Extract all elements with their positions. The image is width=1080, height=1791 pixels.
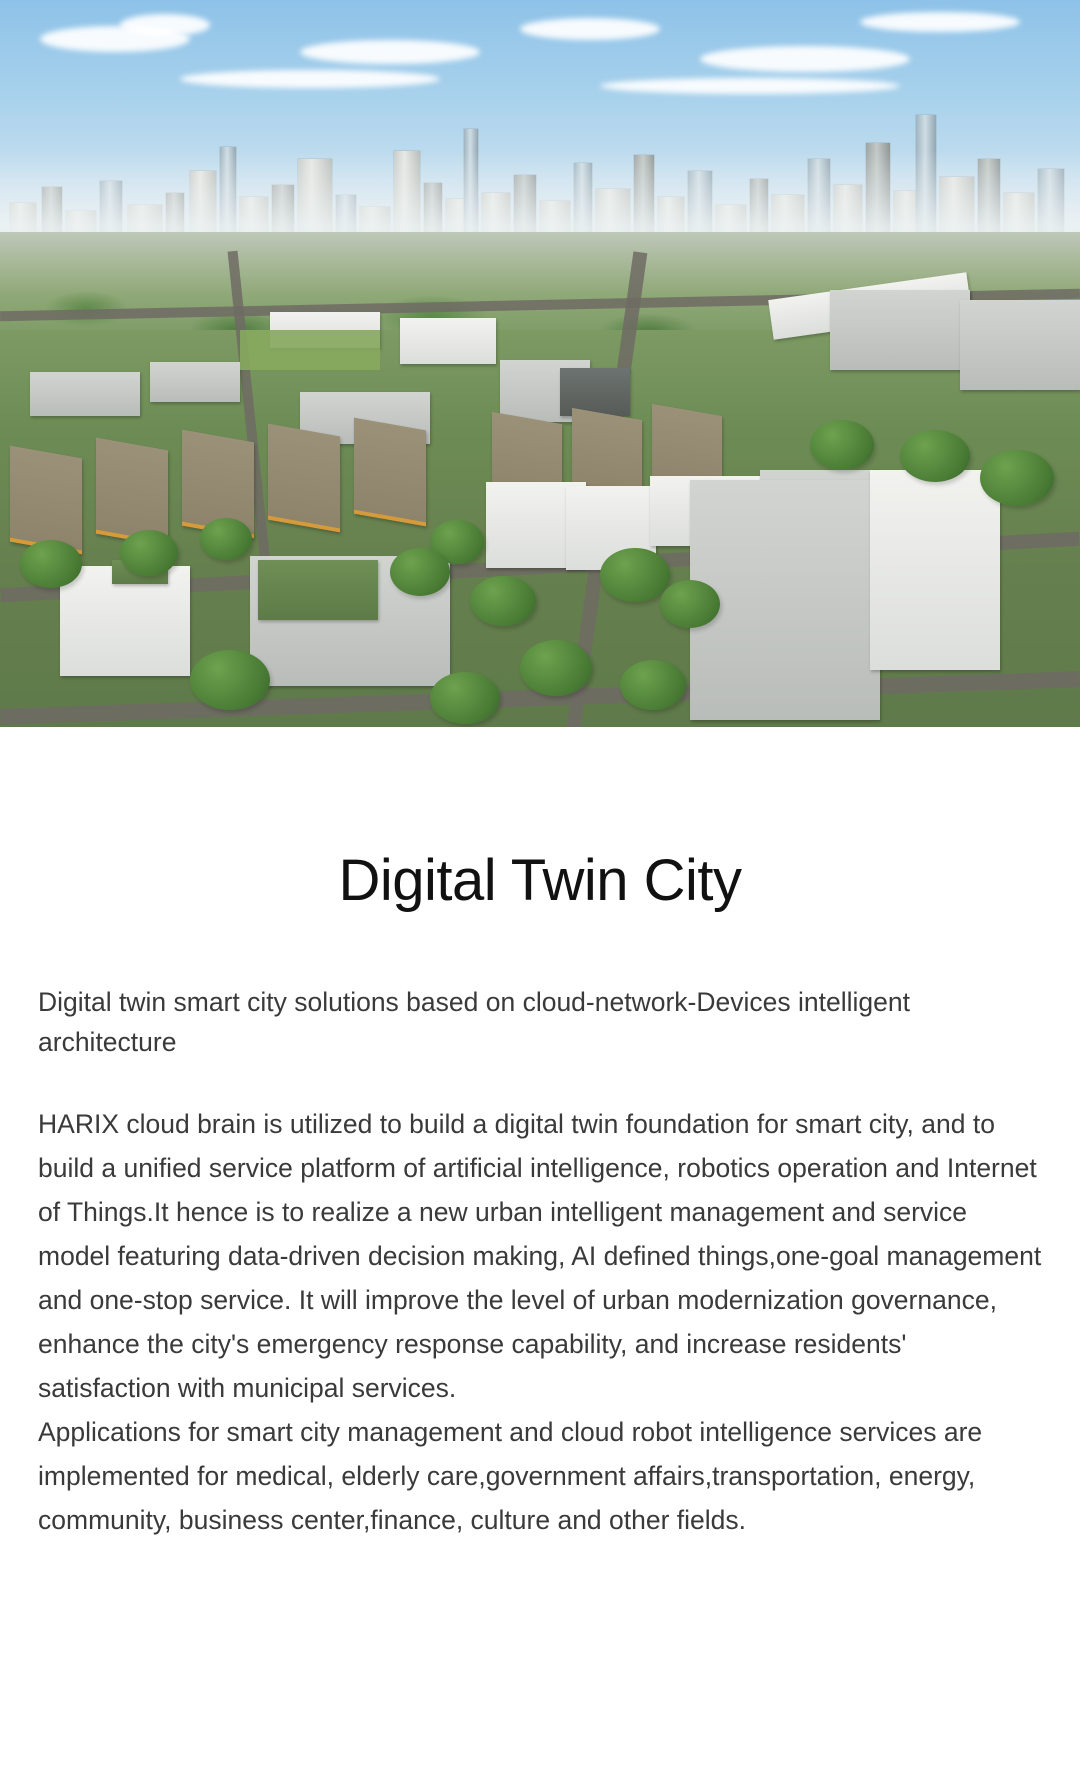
cloud-shape xyxy=(600,78,900,94)
tree xyxy=(980,450,1054,506)
tree xyxy=(520,640,592,696)
hero-image xyxy=(0,0,1080,727)
page-title: Digital Twin City xyxy=(338,848,742,913)
cloud-shape xyxy=(520,18,660,40)
tree xyxy=(900,430,970,482)
article-lead: Digital twin smart city solutions based on cloud-network-Devices intelligent architecture xyxy=(38,987,910,1057)
tree xyxy=(600,548,670,602)
cloud-shape xyxy=(180,70,440,88)
tree xyxy=(190,650,270,710)
tree xyxy=(470,576,536,626)
tree xyxy=(620,660,686,710)
article-content xyxy=(0,847,1080,1542)
cloud-shape xyxy=(860,12,1020,32)
building-block xyxy=(30,372,140,416)
tree xyxy=(390,548,450,596)
building-block xyxy=(960,300,1080,390)
tower-building xyxy=(870,470,1000,670)
tree xyxy=(20,540,82,588)
tree xyxy=(430,672,500,724)
building-block xyxy=(830,290,970,370)
warehouse xyxy=(268,424,340,533)
article-paragraph-2: Applications for smart city management and cloud robot intelligence services are implemented for medical, elderly care,government affairs,transportation, energy, community, business center,finance, culture and other fields. xyxy=(38,1417,983,1535)
tree xyxy=(810,420,874,470)
tree xyxy=(200,518,252,560)
cloud-shape xyxy=(120,14,210,36)
cloud-shape xyxy=(700,46,910,72)
tree xyxy=(120,530,178,576)
warehouse xyxy=(10,446,82,555)
roof-garden xyxy=(258,560,378,620)
warehouse xyxy=(354,418,426,527)
article-paragraph-1: HARIX cloud brain is utilized to build a digital twin foundation for smart city, and to build a unified service platform of artificial intelligence, robotics operation and Internet of Things.It hence is to realize a new urban intelligent management and service model featuring data-driven decision making, AI defined things,one-goal management and one-stop service. It will improve the level of urban modernization governance, enhance the city's emergency response capability, and increase residents' satisfaction with municipal services. xyxy=(38,1109,1042,1403)
cloud-shape xyxy=(300,40,480,64)
lawn xyxy=(240,330,380,370)
building-block xyxy=(400,318,496,364)
building-block xyxy=(560,368,630,416)
building-block xyxy=(150,362,240,402)
tree xyxy=(660,580,720,628)
